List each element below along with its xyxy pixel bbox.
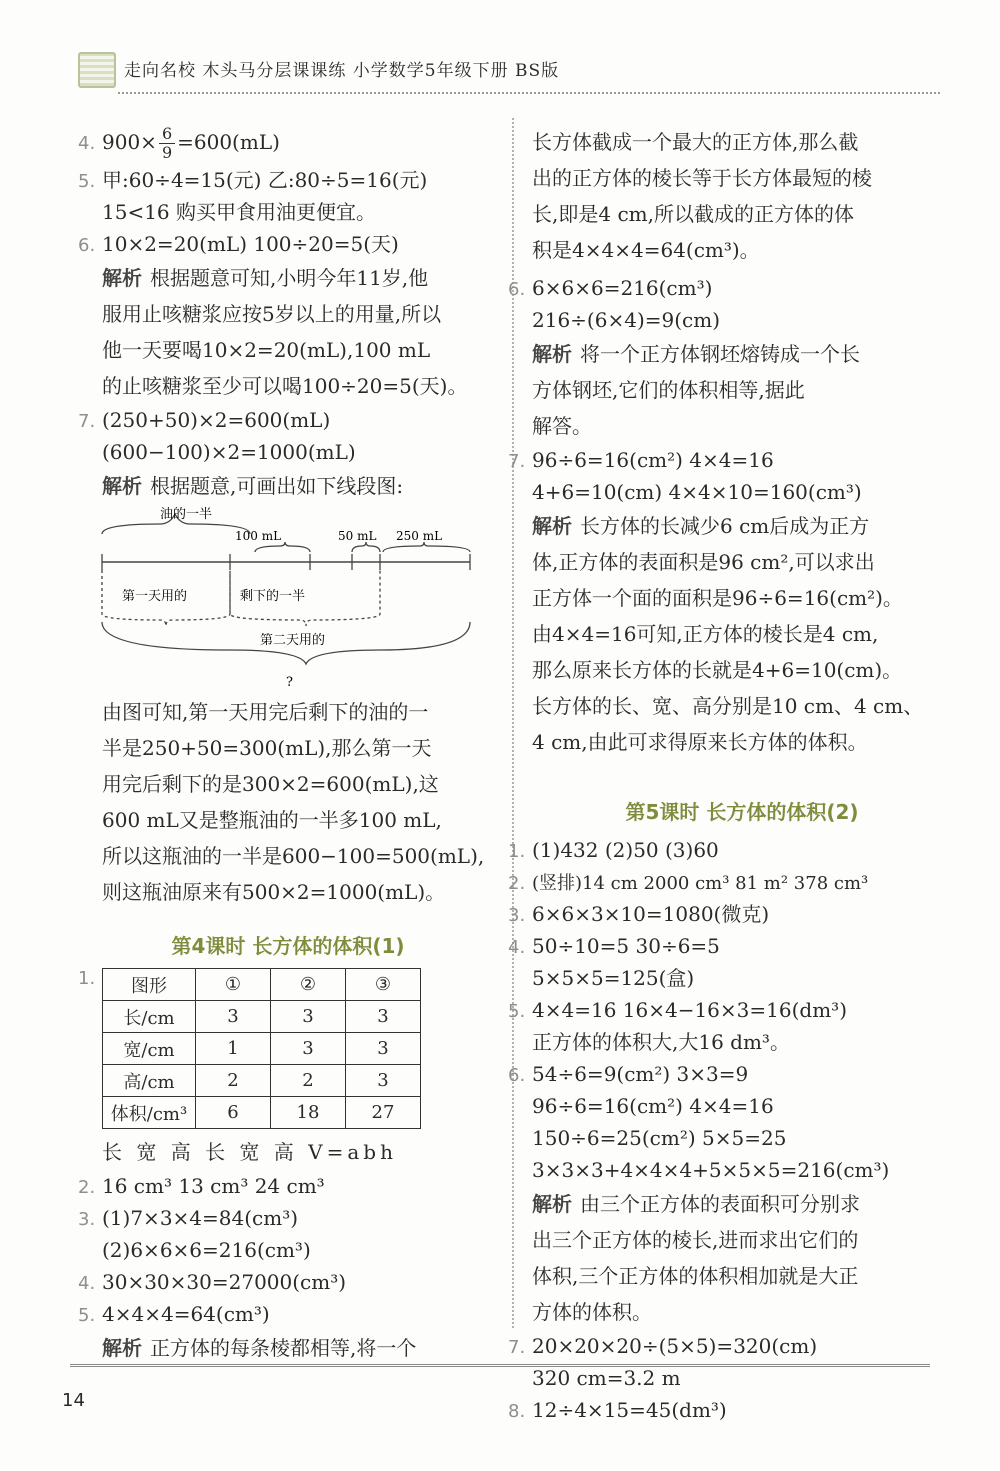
- explanation-line: 由图可知,第一天用完后剩下的油的一: [102, 700, 429, 724]
- label-50ml: 50 mL: [338, 529, 377, 543]
- footer-divider: [70, 1364, 930, 1367]
- label-first-day: 第一天用的: [122, 589, 188, 604]
- explanation-line: 服用止咳糖浆应按5岁以上的用量,所以: [102, 302, 442, 326]
- label-100ml: 100 mL: [235, 529, 282, 543]
- line-segment-diagram: [100, 504, 498, 694]
- volume-table: [102, 968, 421, 1129]
- explanation-line: 的止咳糖浆至少可以喝100÷20=5(天)。: [102, 374, 468, 398]
- answer-7: 7. 20×20×20÷(5×5)=320(cm): [508, 1334, 818, 1358]
- answer-6: 6. 54÷6=9(cm²) 3×3=9: [508, 1062, 749, 1086]
- explanation: 解析 正方体的每条棱都相等,将一个: [102, 1336, 417, 1360]
- explanation: 解析 根据题意,可画出如下线段图:: [102, 474, 404, 498]
- answer-1: 1. (1)432 (2)50 (3)60: [508, 838, 719, 862]
- label-remain-half: 剩下的一半: [240, 589, 306, 604]
- header-title: 走向名校 木头马分层课课练 小学数学5年级下册 BS版: [124, 61, 560, 81]
- answer-8: 8. 12÷4×15=45(dm³): [508, 1398, 727, 1422]
- answer-7r-line2: 4+6=10(cm) 4×4×10=160(cm³): [532, 480, 862, 504]
- explanation-line: 正方体一个面的面积是96÷6=16(cm²)。: [532, 586, 903, 610]
- answer-3: 3. (1)7×3×4=84(cm³): [78, 1206, 299, 1230]
- explanation: 解析 长方体的长减少6 cm后成为正方: [532, 514, 870, 538]
- explanation-line: 出三个正方体的棱长,进而求出它们的: [532, 1228, 859, 1252]
- explanation-line: 则这瓶油原来有500×2=1000(mL)。: [102, 880, 446, 904]
- right-column: [508, 124, 952, 1426]
- answer-5: 5. 甲:60÷4=15(元) 乙:80÷5=16(元): [78, 168, 428, 192]
- answer-7: 7. (250+50)×2=600(mL): [78, 408, 331, 432]
- table-row: 图形 ① ② ③: [103, 969, 421, 1001]
- explanation-line: 方体的体积。: [532, 1300, 652, 1324]
- explanation-line: 那么原来长方体的长就是4+6=10(cm)。: [532, 658, 903, 682]
- explanation-line: 由4×4=16可知,正方体的棱长是4 cm,: [532, 622, 879, 646]
- answer-6: 6. 10×2=20(mL) 100÷20=5(天): [78, 232, 399, 256]
- answer-6-line: 150÷6=25(cm²) 5×5=25: [532, 1126, 787, 1150]
- explanation: 解析 根据题意可知,小明今年11岁,他: [102, 266, 429, 290]
- answer-4: 4. 50÷10=5 30÷6=5: [508, 934, 720, 958]
- answer-5-line2: 正方体的体积大,大16 dm³。: [532, 1030, 790, 1054]
- lesson-5-title: 第5课时 长方体的体积(2): [625, 800, 859, 824]
- left-column: [78, 120, 498, 1366]
- answer-6r-line2: 216÷(6×4)=9(cm): [532, 308, 720, 332]
- answer-5b: 5. 4×4×4=64(cm³): [78, 1302, 270, 1326]
- answer-4: 4. 900× $\frac{6}{9}$ =600(mL): [78, 124, 280, 162]
- table-row: 长/cm 3 3 3: [103, 1001, 421, 1033]
- answer-6r: 6. 6×6×6=216(cm³): [508, 276, 713, 300]
- explanation-line: 长方体截成一个最大的正方体,那么截: [532, 130, 859, 154]
- segment-diagram-svg: [100, 504, 480, 694]
- answer-5-line2: 15<16 购买甲食用油更便宜。: [102, 200, 377, 224]
- answer-2: 2. 16 cm³ 13 cm³ 24 cm³: [78, 1174, 325, 1198]
- explanation-line: 体,正方体的表面积是96 cm²,可以求出: [532, 550, 875, 574]
- answer-4-line2: 5×5×5=125(盒): [532, 966, 695, 990]
- explanation-line: 4 cm,由此可求得原来长方体的体积。: [532, 730, 868, 754]
- fraction: $\frac{6}{9}$: [159, 125, 175, 162]
- book-logo-icon: [78, 52, 116, 88]
- explanation: 解析 将一个正方体钢坯熔铸成一个长: [532, 342, 860, 366]
- table-row: 体积/cm³ 6 18 27: [103, 1097, 421, 1129]
- answer-table-block: 1. 图形 ① ② ③ 长/cm 3 3 3 宽/cm 1 3 3 高/cm 2 2 3 体积/cm³ 6 18 27: [78, 968, 498, 1134]
- label-half-oil: 油的一半: [160, 507, 213, 522]
- explanation-line: 长方体的长、宽、高分别是10 cm、4 cm、: [532, 694, 924, 718]
- page-number: 14: [62, 1390, 85, 1411]
- lesson-4-title: 第4课时 长方体的体积(1): [171, 934, 405, 958]
- answer-5: 5. 4×4=16 16×4−16×3=16(dm³): [508, 998, 847, 1022]
- answer-3-line2: (2)6×6×6=216(cm³): [102, 1238, 311, 1262]
- explanation-line: 方体钢坯,它们的体积相等,据此: [532, 378, 805, 402]
- explanation-line: 所以这瓶油的一半是600−100=500(mL),: [102, 844, 485, 868]
- answer-2: 2. (竖排)14 cm 2000 cm³ 81 m² 378 cm³: [508, 873, 869, 894]
- explanation-line: 用完后剩下的是300×2=600(mL),这: [102, 772, 439, 796]
- answer-7-line2: 320 cm=3.2 m: [532, 1366, 681, 1390]
- explanation-line: 解答。: [532, 414, 592, 438]
- explanation-line: 积是4×4×4=64(cm³)。: [532, 238, 760, 262]
- table-row: 宽/cm 1 3 3: [103, 1033, 421, 1065]
- explanation-line: 他一天要喝10×2=20(mL),100 mL: [102, 338, 431, 362]
- answer-6-line: 3×3×3+4×4×4+5×5×5=216(cm³): [532, 1158, 890, 1182]
- explanation: 解析 由三个正方体的表面积可分别求: [532, 1192, 860, 1216]
- answer-7r: 7. 96÷6=16(cm²) 4×4=16: [508, 448, 774, 472]
- answer-3: 3. 6×6×3×10=1080(微克): [508, 902, 770, 926]
- answer-6-line: 96÷6=16(cm²) 4×4=16: [532, 1094, 774, 1118]
- page-header: [70, 48, 940, 94]
- table-row: 高/cm 2 2 3: [103, 1065, 421, 1097]
- explanation-line: 出的正方体的棱长等于长方体最短的棱: [532, 166, 872, 190]
- volume-formula: 长 宽 高 长 宽 高 V=abh: [102, 1140, 397, 1164]
- header-divider: [118, 92, 940, 94]
- label-question: ?: [286, 675, 293, 690]
- lesson-5-answers: [508, 834, 952, 1426]
- answer-7-line2: (600−100)×2=1000(mL): [102, 440, 356, 464]
- label-250ml: 250 mL: [396, 529, 443, 543]
- answer-4b: 4. 30×30×30=27000(cm³): [78, 1270, 347, 1294]
- explanation-line: 600 mL又是整瓶油的一半多100 mL,: [102, 808, 442, 832]
- explanation-line: 半是250+50=300(mL),那么第一天: [102, 736, 432, 760]
- explanation-line: 长,即是4 cm,所以截成的正方体的体: [532, 202, 854, 226]
- brace-100: [255, 542, 310, 552]
- label-second-day: 第二天用的: [260, 633, 326, 648]
- explanation-line: 体积,三个正方体的体积相加就是大正: [532, 1264, 859, 1288]
